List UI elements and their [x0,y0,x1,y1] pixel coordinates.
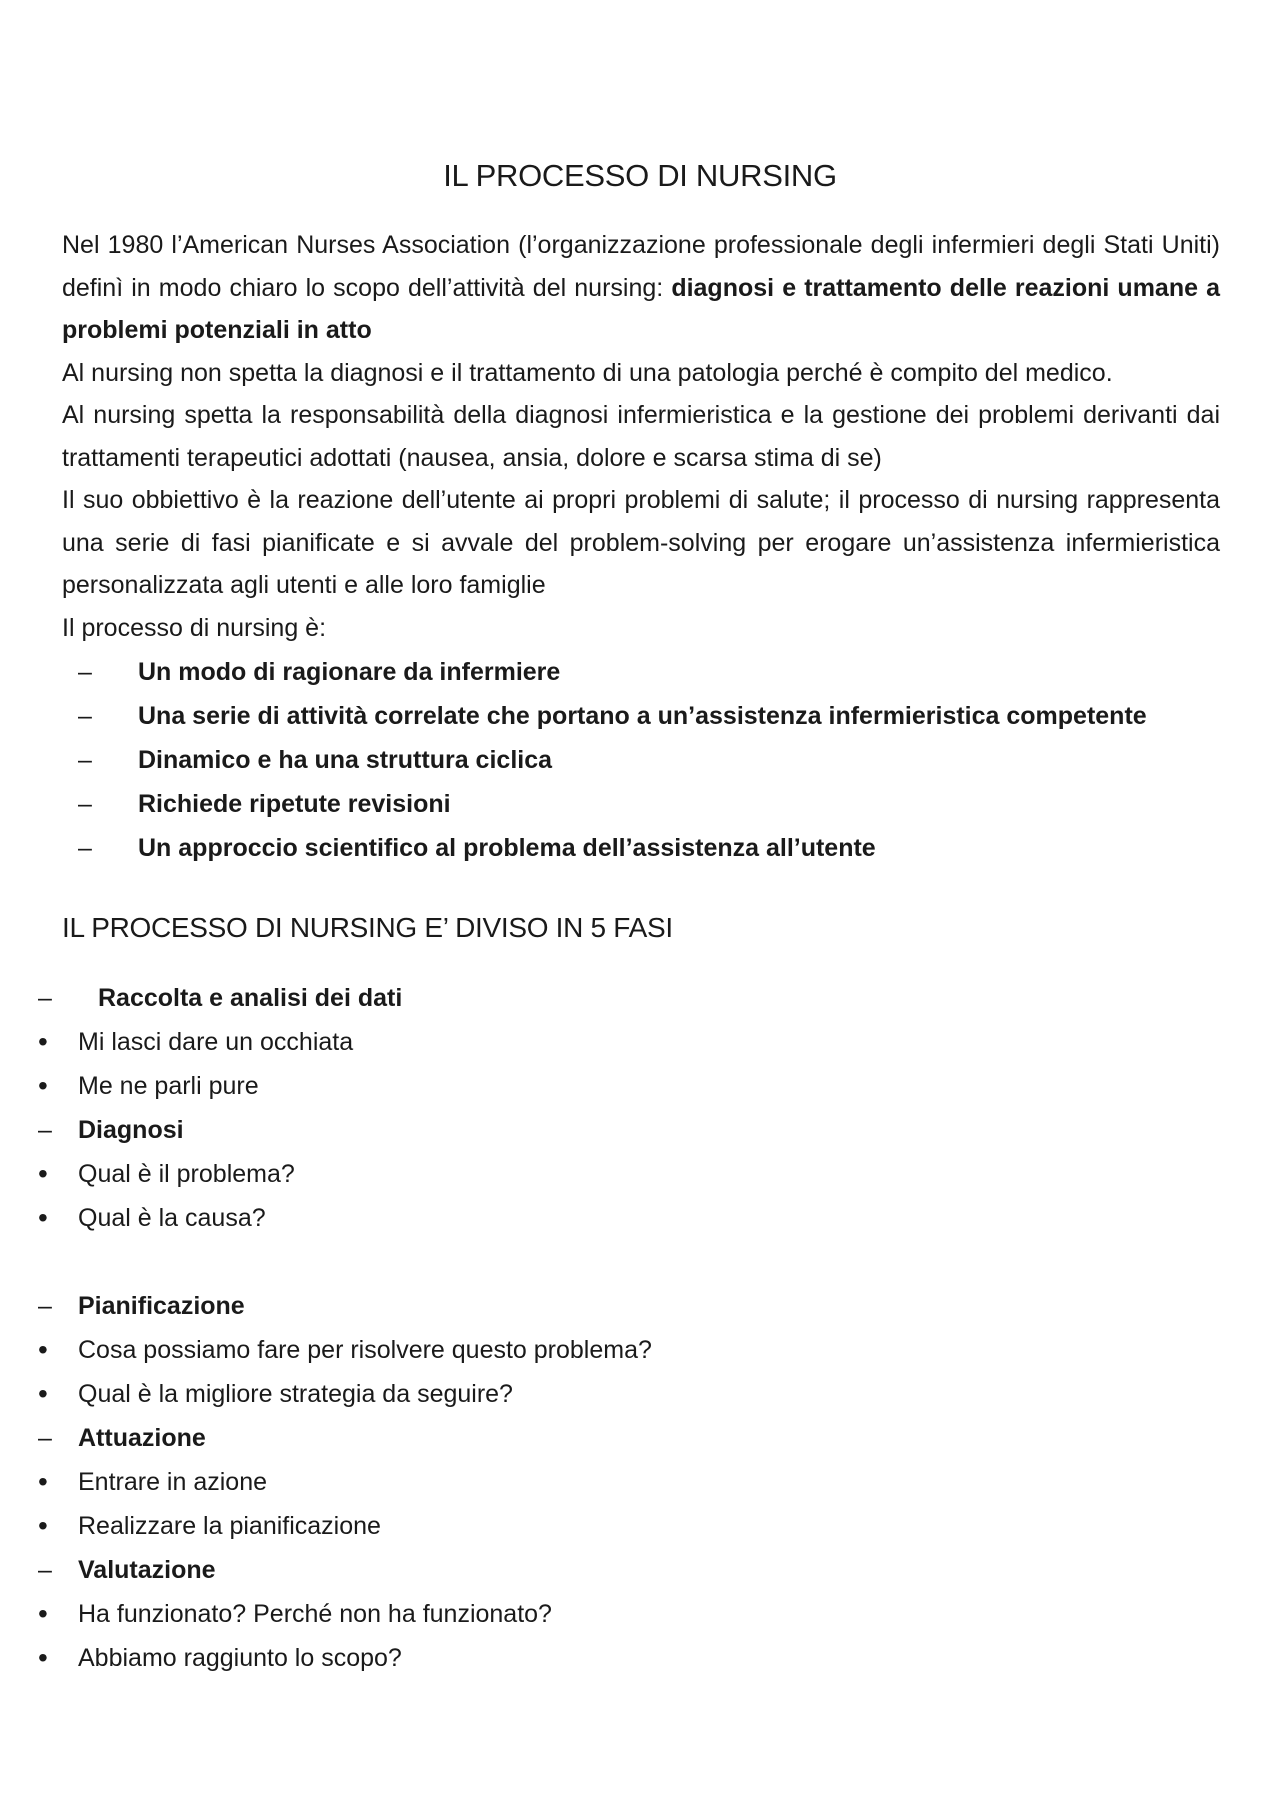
phase-name: Attuazione [78,1424,206,1452]
intro-paragraph-3: Al nursing spetta la responsabilità della diagnosi infermieristica e la gestione dei problemi derivanti dai trattamenti terapeutici adottati (nausea, ansia, dolore e scarsa stima di se) [62,401,1220,472]
bullet-marker: • [38,1642,48,1673]
intro-p1-text: Nel 1980 l’American Nurses Association (l’organizzazione professionale degli infermieri degli Stati Uniti) definì in modo chiaro lo scopo dell’attività del nursing: [62,231,1220,302]
question-text: Entrare in azione [78,1468,268,1496]
bullet-marker: • [38,1158,48,1189]
intro-paragraph-4: Il suo obbiettivo è la reazione dell’utente ai propri problemi di salute; il processo di nursing rappresenta una serie di fasi pianificate e si avvale del problem-solving per erogare un’assistenza infermieristica personalizzata agli utenti e alle loro famiglie [62,486,1220,599]
question-text: Realizzare la pianificazione [78,1512,381,1540]
question-text: Abbiamo raggiunto lo scopo? [78,1644,402,1672]
question-item [38,1372,1218,1416]
phase-item [38,1548,1218,1592]
question-item [38,1020,1218,1064]
list-item-text: Una serie di attività correlate che portano a un’assistenza infermieristica competente [138,702,1147,730]
list-item [62,782,1220,826]
bullet-marker: • [38,1026,48,1057]
question-item [38,1064,1218,1108]
bullet-marker: • [38,1334,48,1365]
phase-name: Diagnosi [78,1116,184,1144]
bullet-marker: • [38,1378,48,1409]
question-text: Cosa possiamo fare per risolvere questo problema? [78,1336,652,1364]
question-text: Ha funzionato? Perché non ha funzionato? [78,1600,552,1628]
dash-marker: – [38,1292,52,1320]
dash-marker: – [38,984,52,1012]
phase-item [38,976,1218,1020]
intro-p1-bold: diagnosi e trattamento delle reazioni umane a problemi potenziali in atto [62,273,1221,344]
list-item-text: Dinamico e ha una struttura ciclica [138,746,553,774]
intro-paragraph-5: Il processo di nursing è: [62,613,327,642]
dash-marker: – [78,790,92,818]
phase-item [38,1284,1218,1328]
question-item [38,1152,1218,1196]
characteristics-list [62,650,1220,870]
dash-marker: – [78,702,92,730]
question-item [38,1460,1218,1504]
phase-item [38,1108,1218,1152]
phase-name: Pianificazione [78,1292,245,1320]
intro-paragraph-2: Al nursing non spetta la diagnosi e il trattamento di una patologia perché è compito del medico. [62,358,1113,387]
section-title: IL PROCESSO DI NURSING E’ DIVISO IN 5 FASI [62,912,673,943]
question-item [38,1328,1218,1372]
dash-marker: – [38,1116,52,1144]
page-title: IL PROCESSO DI NURSING [443,158,837,193]
list-item-text: Un modo di ragionare da infermiere [138,658,561,686]
bullet-marker: • [38,1202,48,1233]
question-text: Qual è la causa? [78,1204,266,1232]
list-item [62,694,1220,738]
list-item-text: Richiede ripetute revisioni [138,790,451,818]
list-item [62,650,1220,694]
dash-marker: – [78,746,92,774]
list-item [62,738,1220,782]
phase-item [38,1416,1218,1460]
question-text: Qual è il problema? [78,1160,295,1188]
phases-list [38,976,1218,1240]
phase-name: Valutazione [78,1556,216,1584]
dash-marker: – [38,1556,52,1584]
bullet-marker: • [38,1598,48,1629]
question-item [38,1636,1218,1680]
dash-marker: – [78,658,92,686]
intro-text [62,224,1220,649]
question-item [38,1592,1218,1636]
bullet-marker: • [38,1510,48,1541]
phase-name: Raccolta e analisi dei dati [98,984,403,1012]
question-text: Mi lasci dare un occhiata [78,1028,354,1056]
bullet-marker: • [38,1070,48,1101]
question-item [38,1196,1218,1240]
intro-paragraph-1 [62,224,1220,352]
phases-list-continued [38,1284,1218,1680]
dash-marker: – [78,834,92,862]
list-item [62,826,1220,870]
list-item-text: Un approccio scientifico al problema dell’assistenza all’utente [138,834,876,862]
question-text: Qual è la migliore strategia da seguire? [78,1380,513,1408]
dash-marker: – [38,1424,52,1452]
question-text: Me ne parli pure [78,1072,259,1100]
question-item [38,1504,1218,1548]
bullet-marker: • [38,1466,48,1497]
